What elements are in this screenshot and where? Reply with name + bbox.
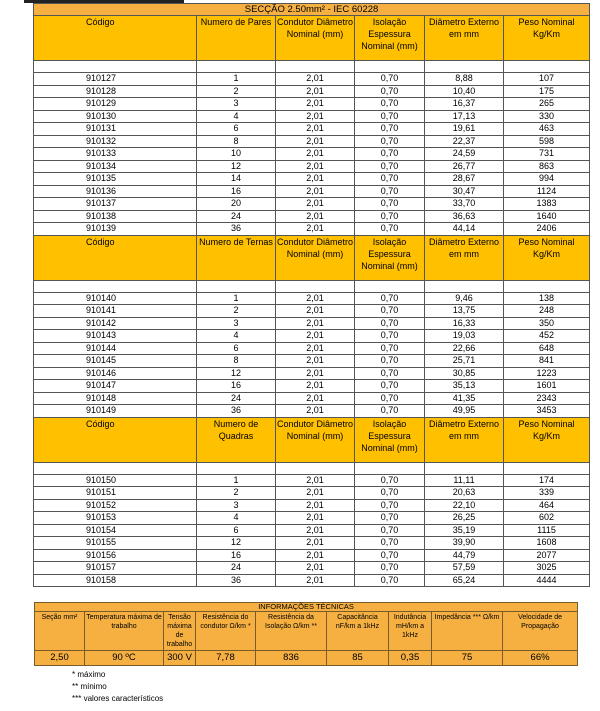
table-cell: 910150 (34, 474, 197, 487)
table-cell: 910137 (34, 198, 197, 211)
info-header-cell: Capacitância nF/km a 1kHz (327, 612, 389, 651)
table-cell: 2,01 (276, 405, 355, 418)
table-cell: 2,01 (276, 537, 355, 550)
table-cell: 0,70 (355, 305, 425, 318)
table-cell: 1383 (504, 198, 590, 211)
table-cell: 0,70 (355, 512, 425, 525)
info-header-cell: Tensão máxima de trabalho (164, 612, 196, 651)
info-value-cell: 0,35 (389, 651, 432, 666)
table-cell: 0,70 (355, 317, 425, 330)
table-cell: 2,01 (276, 392, 355, 405)
header-count: Numero de Pares (197, 16, 276, 61)
table-cell: 0,70 (355, 73, 425, 86)
table-cell: 464 (504, 499, 590, 512)
spacer-row (34, 61, 590, 73)
table-cell: 16 (197, 380, 276, 393)
table-row (34, 85, 590, 98)
table-cell: 910151 (34, 487, 197, 500)
footnote: * máximo (72, 670, 106, 679)
header-condutor: Condutor Diâmetro Nominal (mm) (276, 417, 355, 462)
table-cell: 0,70 (355, 355, 425, 368)
table-cell: 1640 (504, 210, 590, 223)
info-header-row (35, 612, 578, 651)
info-header-cell: Resistência do condutor Ω/km * (196, 612, 256, 651)
table-cell: 0,70 (355, 98, 425, 111)
table-cell: 910149 (34, 405, 197, 418)
table-cell: 2,01 (276, 85, 355, 98)
empty-cell (355, 462, 425, 474)
table-cell: 138 (504, 292, 590, 305)
table-row (34, 173, 590, 186)
header-count: Numero de Quadras (197, 417, 276, 462)
table-cell: 2,01 (276, 123, 355, 136)
empty-cell (197, 462, 276, 474)
table-cell: 2 (197, 305, 276, 318)
table-cell: 910132 (34, 135, 197, 148)
table-cell: 16,33 (425, 317, 504, 330)
table-cell: 910128 (34, 85, 197, 98)
table-cell: 107 (504, 73, 590, 86)
header-codigo: Código (34, 16, 197, 61)
info-title: INFORMAÇÕES TÉCNICAS (35, 603, 578, 612)
table-cell: 4444 (504, 574, 590, 587)
info-header-cell: Impedância *** Ω/km (432, 612, 503, 651)
table-cell: 19,03 (425, 330, 504, 343)
table-cell: 24 (197, 210, 276, 223)
info-value-cell: 836 (256, 651, 327, 666)
section-title-row (34, 4, 590, 16)
empty-cell (355, 280, 425, 292)
table-cell: 0,70 (355, 223, 425, 236)
table-cell: 2,01 (276, 173, 355, 186)
table-cell: 2,01 (276, 305, 355, 318)
table-cell: 598 (504, 135, 590, 148)
table-cell: 20,63 (425, 487, 504, 500)
table-cell: 36,63 (425, 210, 504, 223)
table-cell: 174 (504, 474, 590, 487)
header-diametro: Diâmetro Externo em mm (425, 16, 504, 61)
table-cell: 0,70 (355, 123, 425, 136)
table-cell: 16 (197, 549, 276, 562)
table-cell: 2,01 (276, 549, 355, 562)
table-row (34, 537, 590, 550)
table-cell: 2,01 (276, 98, 355, 111)
table-cell: 33,70 (425, 198, 504, 211)
table-cell: 910144 (34, 342, 197, 355)
table-row (34, 210, 590, 223)
info-header-cell: Resistência da Isolação Ω/km ** (256, 612, 327, 651)
table-cell: 2,01 (276, 317, 355, 330)
table-cell: 3 (197, 499, 276, 512)
table-cell: 6 (197, 524, 276, 537)
empty-cell (34, 280, 197, 292)
table-row (34, 549, 590, 562)
table-cell: 1115 (504, 524, 590, 537)
table-cell: 2 (197, 487, 276, 500)
empty-cell (276, 61, 355, 73)
table-cell: 2,01 (276, 367, 355, 380)
table-cell: 910155 (34, 537, 197, 550)
table-cell: 265 (504, 98, 590, 111)
table-cell: 30,47 (425, 185, 504, 198)
footnotes (72, 669, 163, 705)
info-value-cell: 2,50 (35, 651, 85, 666)
info-value-cell: 90 ºC (85, 651, 164, 666)
section-title: SECÇÃO 2.50mm² - IEC 60228 (34, 4, 590, 16)
table-cell: 910153 (34, 512, 197, 525)
empty-cell (504, 61, 590, 73)
table-cell: 0,70 (355, 110, 425, 123)
table-cell: 910138 (34, 210, 197, 223)
table-cell: 4 (197, 512, 276, 525)
table-cell: 452 (504, 330, 590, 343)
spacer-row (34, 462, 590, 474)
table-cell: 10 (197, 148, 276, 161)
info-header-cell: Seção mm² (35, 612, 85, 651)
table-cell: 910135 (34, 173, 197, 186)
table-cell: 35,13 (425, 380, 504, 393)
table-cell: 8 (197, 135, 276, 148)
table-cell: 0,70 (355, 562, 425, 575)
header-peso: Peso Nominal Kg/Km (504, 417, 590, 462)
table-cell: 13,75 (425, 305, 504, 318)
table-cell: 910148 (34, 392, 197, 405)
table-row (34, 367, 590, 380)
header-isolacao: Isolação Espessura Nominal (mm) (355, 235, 425, 280)
header-codigo: Código (34, 417, 197, 462)
empty-cell (504, 462, 590, 474)
table-cell: 2,01 (276, 185, 355, 198)
table-cell: 1608 (504, 537, 590, 550)
table-row (34, 512, 590, 525)
table-cell: 0,70 (355, 380, 425, 393)
table-cell: 17,13 (425, 110, 504, 123)
table-cell: 910129 (34, 98, 197, 111)
table-cell: 910146 (34, 367, 197, 380)
table-cell: 2406 (504, 223, 590, 236)
table-row (34, 405, 590, 418)
table-cell: 24,59 (425, 148, 504, 161)
table-cell: 2,01 (276, 380, 355, 393)
info-header-cell: Velocidade de Propagação (503, 612, 578, 651)
table-cell: 35,19 (425, 524, 504, 537)
table-cell: 910156 (34, 549, 197, 562)
table-cell: 2,01 (276, 160, 355, 173)
table-cell: 12 (197, 537, 276, 550)
info-value-cell: 300 V (164, 651, 196, 666)
table-cell: 2,01 (276, 73, 355, 86)
table-cell: 19,61 (425, 123, 504, 136)
header-diametro: Diâmetro Externo em mm (425, 235, 504, 280)
table-row (34, 292, 590, 305)
table-cell: 3025 (504, 562, 590, 575)
table-cell: 0,70 (355, 367, 425, 380)
empty-cell (34, 462, 197, 474)
info-header-cell: Temperatura máxima de trabalho (85, 612, 164, 651)
table-cell: 1 (197, 73, 276, 86)
header-peso: Peso Nominal Kg/Km (504, 16, 590, 61)
table-cell: 1124 (504, 185, 590, 198)
table-cell: 910130 (34, 110, 197, 123)
table-cell: 1223 (504, 367, 590, 380)
group-header-row (34, 417, 590, 462)
table-cell: 2,01 (276, 342, 355, 355)
table-cell: 0,70 (355, 392, 425, 405)
technical-info-table (34, 602, 578, 666)
table-cell: 36 (197, 574, 276, 587)
table-cell: 6 (197, 342, 276, 355)
table-cell: 3 (197, 317, 276, 330)
info-header-cell: Indutância mH/km a 1kHz (389, 612, 432, 651)
table-cell: 14 (197, 173, 276, 186)
table-cell: 0,70 (355, 210, 425, 223)
empty-cell (504, 280, 590, 292)
header-condutor: Condutor Diâmetro Nominal (mm) (276, 235, 355, 280)
table-cell: 2,01 (276, 135, 355, 148)
table-cell: 2,01 (276, 562, 355, 575)
table-cell: 2,01 (276, 524, 355, 537)
table-cell: 841 (504, 355, 590, 368)
info-value-cell: 85 (327, 651, 389, 666)
table-cell: 0,70 (355, 342, 425, 355)
table-cell: 6 (197, 123, 276, 136)
table-cell: 0,70 (355, 85, 425, 98)
table-cell: 28,67 (425, 173, 504, 186)
table-cell: 2,01 (276, 474, 355, 487)
table-cell: 2,01 (276, 148, 355, 161)
table-row (34, 342, 590, 355)
header-count: Numero de Ternas (197, 235, 276, 280)
table-row (34, 198, 590, 211)
table-cell: 339 (504, 487, 590, 500)
table-cell: 8 (197, 355, 276, 368)
table-cell: 36 (197, 405, 276, 418)
table-cell: 25,71 (425, 355, 504, 368)
table-row (34, 392, 590, 405)
table-cell: 463 (504, 123, 590, 136)
table-cell: 0,70 (355, 185, 425, 198)
table-cell: 910140 (34, 292, 197, 305)
table-cell: 2,01 (276, 574, 355, 587)
table-cell: 2 (197, 85, 276, 98)
table-cell: 0,70 (355, 198, 425, 211)
table-cell: 350 (504, 317, 590, 330)
table-cell: 2,01 (276, 355, 355, 368)
table-cell: 2,01 (276, 330, 355, 343)
table-cell: 0,70 (355, 148, 425, 161)
table-cell: 248 (504, 305, 590, 318)
table-cell: 9,46 (425, 292, 504, 305)
table-cell: 910139 (34, 223, 197, 236)
table-cell: 4 (197, 330, 276, 343)
table-cell: 2,01 (276, 512, 355, 525)
empty-cell (425, 462, 504, 474)
table-cell: 16,37 (425, 98, 504, 111)
empty-cell (276, 462, 355, 474)
table-cell: 0,70 (355, 474, 425, 487)
table-cell: 0,70 (355, 330, 425, 343)
table-cell: 1 (197, 474, 276, 487)
table-row (34, 524, 590, 537)
table-row (34, 123, 590, 136)
table-cell: 2343 (504, 392, 590, 405)
table-cell: 910154 (34, 524, 197, 537)
table-row (34, 110, 590, 123)
table-row (34, 160, 590, 173)
table-cell: 0,70 (355, 135, 425, 148)
table-cell: 0,70 (355, 549, 425, 562)
table-cell: 910131 (34, 123, 197, 136)
table-cell: 602 (504, 512, 590, 525)
info-values-row (35, 651, 578, 666)
table-cell: 910145 (34, 355, 197, 368)
table-cell: 0,70 (355, 524, 425, 537)
table-row (34, 355, 590, 368)
table-row (34, 562, 590, 575)
table-cell: 44,14 (425, 223, 504, 236)
table-cell: 12 (197, 160, 276, 173)
table-cell: 2,01 (276, 210, 355, 223)
table-row (34, 499, 590, 512)
empty-cell (425, 61, 504, 73)
header-isolacao: Isolação Espessura Nominal (mm) (355, 16, 425, 61)
table-cell: 3 (197, 98, 276, 111)
table-cell: 648 (504, 342, 590, 355)
table-cell: 0,70 (355, 292, 425, 305)
table-row (34, 223, 590, 236)
table-cell: 910127 (34, 73, 197, 86)
table-cell: 30,85 (425, 367, 504, 380)
empty-cell (34, 61, 197, 73)
table-cell: 41,35 (425, 392, 504, 405)
empty-cell (355, 61, 425, 73)
table-cell: 0,70 (355, 499, 425, 512)
table-row (34, 305, 590, 318)
table-row (34, 73, 590, 86)
table-cell: 8,88 (425, 73, 504, 86)
table-cell: 910142 (34, 317, 197, 330)
spacer-row (34, 280, 590, 292)
table-cell: 16 (197, 185, 276, 198)
cable-spec-table (33, 3, 590, 587)
table-cell: 10,40 (425, 85, 504, 98)
table-row (34, 185, 590, 198)
table-cell: 0,70 (355, 537, 425, 550)
table-cell: 910157 (34, 562, 197, 575)
header-isolacao: Isolação Espessura Nominal (mm) (355, 417, 425, 462)
footnote: ** mínimo (72, 682, 107, 691)
group-header-row (34, 235, 590, 280)
table-cell: 0,70 (355, 405, 425, 418)
table-cell: 2,01 (276, 499, 355, 512)
table-cell: 910158 (34, 574, 197, 587)
table-cell: 910133 (34, 148, 197, 161)
info-value-cell: 75 (432, 651, 503, 666)
table-cell: 26,25 (425, 512, 504, 525)
header-codigo: Código (34, 235, 197, 280)
table-row (34, 574, 590, 587)
table-cell: 20 (197, 198, 276, 211)
table-cell: 910143 (34, 330, 197, 343)
table-cell: 22,37 (425, 135, 504, 148)
table-cell: 22,10 (425, 499, 504, 512)
table-cell: 863 (504, 160, 590, 173)
table-cell: 26,77 (425, 160, 504, 173)
header-peso: Peso Nominal Kg/Km (504, 235, 590, 280)
empty-cell (425, 280, 504, 292)
table-cell: 731 (504, 148, 590, 161)
table-cell: 330 (504, 110, 590, 123)
table-row (34, 474, 590, 487)
table-cell: 175 (504, 85, 590, 98)
empty-cell (197, 61, 276, 73)
table-cell: 910141 (34, 305, 197, 318)
table-cell: 22,66 (425, 342, 504, 355)
table-cell: 910134 (34, 160, 197, 173)
table-cell: 994 (504, 173, 590, 186)
info-value-cell: 66% (503, 651, 578, 666)
table-row (34, 330, 590, 343)
table-cell: 1 (197, 292, 276, 305)
table-cell: 0,70 (355, 574, 425, 587)
table-cell: 44,79 (425, 549, 504, 562)
table-cell: 0,70 (355, 160, 425, 173)
info-value-cell: 7,78 (196, 651, 256, 666)
empty-cell (276, 280, 355, 292)
table-row (34, 135, 590, 148)
table-cell: 910152 (34, 499, 197, 512)
table-row (34, 148, 590, 161)
table-cell: 910136 (34, 185, 197, 198)
table-cell: 2,01 (276, 110, 355, 123)
table-cell: 910147 (34, 380, 197, 393)
table-cell: 39,90 (425, 537, 504, 550)
table-cell: 3453 (504, 405, 590, 418)
group-header-row (34, 16, 590, 61)
table-cell: 57,59 (425, 562, 504, 575)
table-cell: 12 (197, 367, 276, 380)
table-cell: 2,01 (276, 292, 355, 305)
table-row (34, 317, 590, 330)
table-row (34, 380, 590, 393)
table-cell: 2,01 (276, 487, 355, 500)
table-cell: 11,11 (425, 474, 504, 487)
table-cell: 24 (197, 392, 276, 405)
header-condutor: Condutor Diâmetro Nominal (mm) (276, 16, 355, 61)
table-cell: 1601 (504, 380, 590, 393)
footnote: *** valores característicos (72, 694, 164, 703)
table-cell: 0,70 (355, 487, 425, 500)
table-cell: 2077 (504, 549, 590, 562)
table-cell: 65,24 (425, 574, 504, 587)
header-diametro: Diâmetro Externo em mm (425, 417, 504, 462)
table-cell: 36 (197, 223, 276, 236)
table-row (34, 98, 590, 111)
table-cell: 2,01 (276, 198, 355, 211)
table-row (34, 487, 590, 500)
table-cell: 0,70 (355, 173, 425, 186)
empty-cell (197, 280, 276, 292)
table-cell: 4 (197, 110, 276, 123)
table-cell: 24 (197, 562, 276, 575)
table-cell: 2,01 (276, 223, 355, 236)
table-cell: 49,95 (425, 405, 504, 418)
